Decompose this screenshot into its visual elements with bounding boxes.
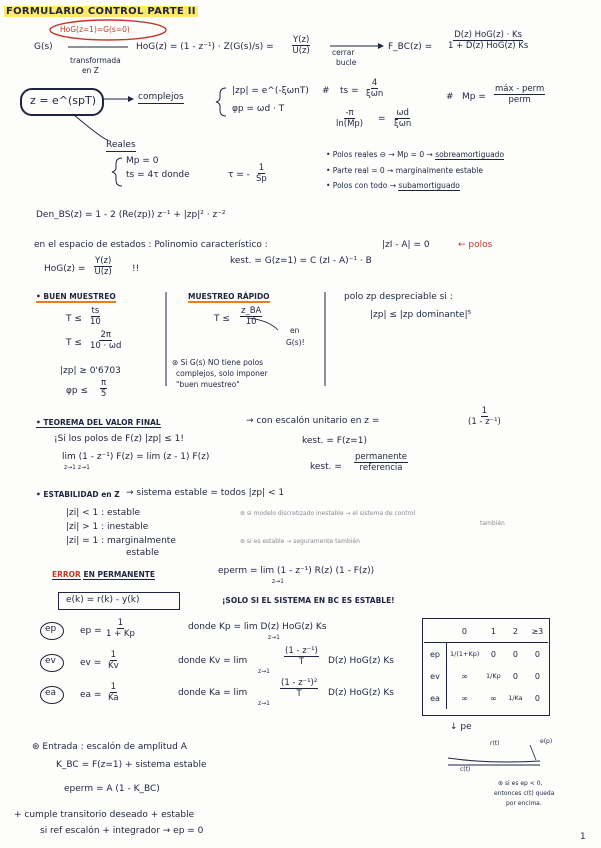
- plot-note-1: ⊛ si es ep < 0,: [498, 780, 543, 787]
- error-table-cell: 0: [490, 649, 496, 659]
- reales-label: Reales: [106, 140, 136, 150]
- solo-si-note: ¡SOLO SI EL SISTEMA EN BC ES ESTABLE!: [222, 596, 395, 605]
- error-table-cell: 0: [534, 649, 540, 659]
- equals-1: =: [378, 114, 386, 124]
- error-table-cell: 0: [534, 693, 540, 703]
- error-table-header-cell: 0: [447, 620, 483, 643]
- en-label: en: [290, 326, 300, 335]
- hog-ss-excl: !!: [132, 264, 140, 274]
- bullet-real-zero: • Parte real = 0 → marginalmente estable: [326, 166, 483, 175]
- error-table-cell: 0: [512, 671, 518, 681]
- error-table-row: [424, 643, 548, 666]
- kbc-line: K_BC = F(z=1) + sistema estable: [56, 760, 207, 770]
- tau-fraction: $\frac{1}{Sp}$: [256, 163, 267, 184]
- cumple-line: + cumple transitorio deseado + estable: [14, 810, 195, 820]
- ea-lim-sub: z→1: [258, 700, 270, 707]
- stability-row-1: |zi| < 1 : estable: [66, 508, 141, 518]
- ev-fraction: $\frac{1}{Kv}$: [108, 650, 119, 671]
- ev-circle-label: ev: [45, 656, 56, 666]
- final-value-title: • TEOREMA DEL VALOR FINAL: [36, 418, 161, 427]
- step-fraction: $\frac{1}{\text{(1 - z⁻¹)}}$: [468, 406, 501, 427]
- note-line-2: complejos, solo imponer: [176, 369, 268, 378]
- error-title: ERROR EN PERMANENTE: [52, 570, 156, 579]
- tau-eq: τ = -: [228, 170, 250, 180]
- page-number: 1: [580, 832, 586, 842]
- fbc-fraction: D(z) HoG(z) · Ks 1 + D(z) HoG(z) Ks: [448, 30, 529, 51]
- mp0-text: Mp = 0: [126, 156, 159, 166]
- transformada-label: transformada: [70, 56, 121, 65]
- error-table-header-cell: ≥3: [526, 620, 548, 643]
- ts-ln-fraction: $\frac{-\pi}{\ln(Mp)}$: [336, 108, 364, 129]
- ep-circle-label: ep: [45, 624, 57, 634]
- error-table-header-cell: [424, 620, 447, 643]
- ea-fraction: $\frac{1}{Ka}$: [108, 682, 119, 703]
- phip-bound: φp ≤: [66, 386, 89, 396]
- ts-10-fraction: $\frac{ts}{10}$: [90, 306, 101, 327]
- ev-lim-sub: z→1: [258, 668, 270, 675]
- error-table-cell: ∞: [461, 671, 469, 681]
- pi-5-fraction: $\frac{\pi}{5}$: [100, 378, 107, 399]
- ep-fraction: $\frac{1}{1 + Kp}$: [106, 618, 135, 639]
- hog-ss-fraction: $\frac{Y(z)}{U(z)}$: [94, 256, 112, 277]
- error-table-cell: ∞: [461, 693, 469, 703]
- ep-eq: ep =: [80, 626, 102, 636]
- zp-bound: |zp| ≥ 0'6703: [60, 366, 121, 376]
- error-table-cell: 1/Kp: [486, 672, 501, 680]
- eperm-sub: z→1: [272, 578, 284, 585]
- den-formula: Den_BS(z) = 1 - 2 (Re(zp)) z⁻¹ + |zp|² · z⁻²: [36, 210, 226, 220]
- note-line-3: "buen muestreo": [176, 380, 240, 389]
- pe-label: ↓ pe: [450, 722, 472, 732]
- error-table-header-cell: 1: [482, 620, 504, 643]
- error-table-cell: ep: [424, 643, 447, 666]
- kest-final-1: kest. = F(z=1): [302, 436, 367, 446]
- ev-t-fraction: $\frac{\text{(1 - z⁻¹)}}{T}$: [285, 646, 318, 667]
- plot-note-3: por encima.: [506, 800, 542, 807]
- et-label: e(p): [540, 738, 553, 745]
- stability-row-2: |zi| > 1 : inestable: [66, 522, 149, 532]
- ev-eq: ev =: [80, 658, 102, 668]
- final-limit-sub: z→1 z→1: [64, 464, 90, 471]
- en-z-label: en Z: [82, 66, 99, 75]
- error-table-header: [424, 620, 548, 643]
- error-table-cell: ∞: [490, 693, 497, 703]
- stability-note-2: ⊛ si es estable → seguramente también: [240, 538, 360, 545]
- polos-label: ← polos: [458, 240, 493, 250]
- kest-ss: kest. = G(z=1) = C (zI - A)⁻¹ · B: [230, 256, 372, 266]
- z-esp-formula: z = e^(spT): [30, 94, 96, 107]
- phip-formula: φp = ωd · T: [232, 104, 285, 114]
- hog-equivalence: HoG(z=1)=G(s=0): [60, 25, 130, 34]
- error-table-cell: 0: [534, 671, 540, 681]
- note-line-1: ⊛ Si G(s) NO tiene polos: [172, 358, 264, 367]
- gs-excl-label: G(s)!: [286, 338, 305, 347]
- cerrar-label: cerrar: [332, 48, 355, 57]
- entrada-line: ⊛ Entrada : escalón de amplitud A: [32, 742, 187, 752]
- stability-arrow: → sistema estable = todos |zp| < 1: [126, 488, 285, 498]
- yz-uz-fraction: $\frac{Y(z)}{U(z)}$: [292, 35, 310, 56]
- hash-2: #: [446, 92, 454, 102]
- buen-muestreo-title: • BUEN MUESTREO: [36, 292, 116, 301]
- hog-definition: HoG(z) = (1 - z⁻¹) · Z(G(s)/s) =: [136, 42, 274, 52]
- error-table-cell: 1/(1+Kp): [450, 650, 480, 658]
- error-table-cell: ev: [424, 665, 447, 687]
- stability-row-3: |zi| = 1 : marginalmente: [66, 536, 176, 546]
- error-table-row: [424, 665, 548, 687]
- ts-real-text: ts = 4τ donde: [126, 170, 190, 180]
- complejos-label: complejos: [138, 92, 184, 102]
- t-le-3: T ≤: [214, 314, 230, 324]
- despreciable-1: polo zp despreciable si :: [344, 292, 453, 302]
- muestreo-rapido-title: MUESTREO RÁPIDO: [188, 292, 270, 301]
- ea-donde: donde Ka = lim: [178, 688, 248, 698]
- zba-fraction: $\frac{z\_BA}{10}$: [241, 306, 262, 327]
- bullet-poles-all: • Polos con todo → subamortiguado: [326, 181, 460, 190]
- char-eq: |zI - A| = 0: [382, 240, 430, 250]
- two-pi-fraction: $\frac{2\pi}{10 \cdot \omega d}$: [90, 330, 122, 351]
- error-table: [424, 620, 548, 709]
- stability-note-1: ⊛ si modelo discretizado inestable → el sistema de control: [240, 510, 416, 517]
- ea-tail: D(z) HoG(z) Ks: [328, 688, 394, 698]
- error-table-header-cell: 2: [504, 620, 526, 643]
- kest-final-2: kest. =: [310, 462, 342, 472]
- ev-tail: D(z) HoG(z) Ks: [328, 656, 394, 666]
- gs-label: G(s): [34, 42, 53, 52]
- ea-eq: ea =: [80, 690, 102, 700]
- fbc-label: F_BC(z) =: [388, 42, 433, 52]
- despreciable-2: |zp| ≤ |zp dominante|⁵: [370, 310, 472, 320]
- ev-donde: donde Kv = lim: [178, 656, 248, 666]
- error-table-cell: ea: [424, 687, 447, 709]
- state-space-line: en el espacio de estados : Polinomio característico :: [34, 240, 268, 250]
- ek-formula: e(k) = r(k) - y(k): [66, 595, 140, 605]
- eperm-line: eperm = A (1 - K_BC): [64, 784, 160, 794]
- error-table-cell: 0: [512, 649, 518, 659]
- bullet-real-poles: • Polos reales ⊖ → Mp = 0 → sobreamortiguado: [326, 150, 505, 159]
- ea-t-fraction: $\frac{\text{(1 - z⁻¹)²}}{T}$: [281, 678, 318, 699]
- t-le-2: T ≤: [66, 338, 82, 348]
- hog-ss-label: HoG(z) =: [44, 264, 86, 274]
- final-arrow: → con escalón unitario en z =: [246, 416, 380, 426]
- plot-note-2: entonces c(t) queda: [494, 790, 555, 797]
- t-le-1: T ≤: [66, 314, 82, 324]
- stability-title: • ESTABILIDAD en Z: [36, 490, 120, 499]
- error-table-cell: 1/Ka: [508, 694, 523, 702]
- final-condition: ¡Si los polos de F(z) |zp| ≤ 1!: [54, 434, 185, 444]
- ea-circle-label: ea: [45, 688, 57, 698]
- ts-fraction: 4 ξωn: [366, 78, 384, 99]
- page-title: FORMULARIO CONTROL PARTE II: [6, 6, 196, 17]
- stability-row-3b: estable: [126, 548, 160, 558]
- mp-label: Mp =: [462, 92, 486, 102]
- hash-1: #: [322, 86, 330, 96]
- ts-label: ts =: [340, 86, 359, 96]
- siref-line: si ref escalón + integrador → ep = 0: [40, 826, 204, 836]
- ct-label: c(t): [460, 766, 471, 773]
- zp-formula: |zp| = e^(-ξωnT): [232, 86, 309, 96]
- eperm-formula: eperm = lim (1 - z⁻¹) R(z) (1 - F(z)): [218, 566, 375, 576]
- mp-fraction: máx - perm perm: [495, 84, 545, 105]
- error-table-row: [424, 687, 548, 709]
- rt-label: r(t): [490, 740, 500, 747]
- wd-fraction: ωd ξωn: [394, 108, 412, 129]
- ep-lim-sub: z→1: [268, 634, 280, 641]
- final-limit: lim (1 - z⁻¹) F(z) = lim (z - 1) F(z): [62, 452, 210, 462]
- bucle-label: bucle: [336, 58, 357, 67]
- ep-donde: donde Kp = lim D(z) HoG(z) Ks: [188, 622, 327, 632]
- perm-ref-fraction: permanente referencia: [355, 452, 408, 473]
- stability-note-1b: también: [480, 520, 505, 527]
